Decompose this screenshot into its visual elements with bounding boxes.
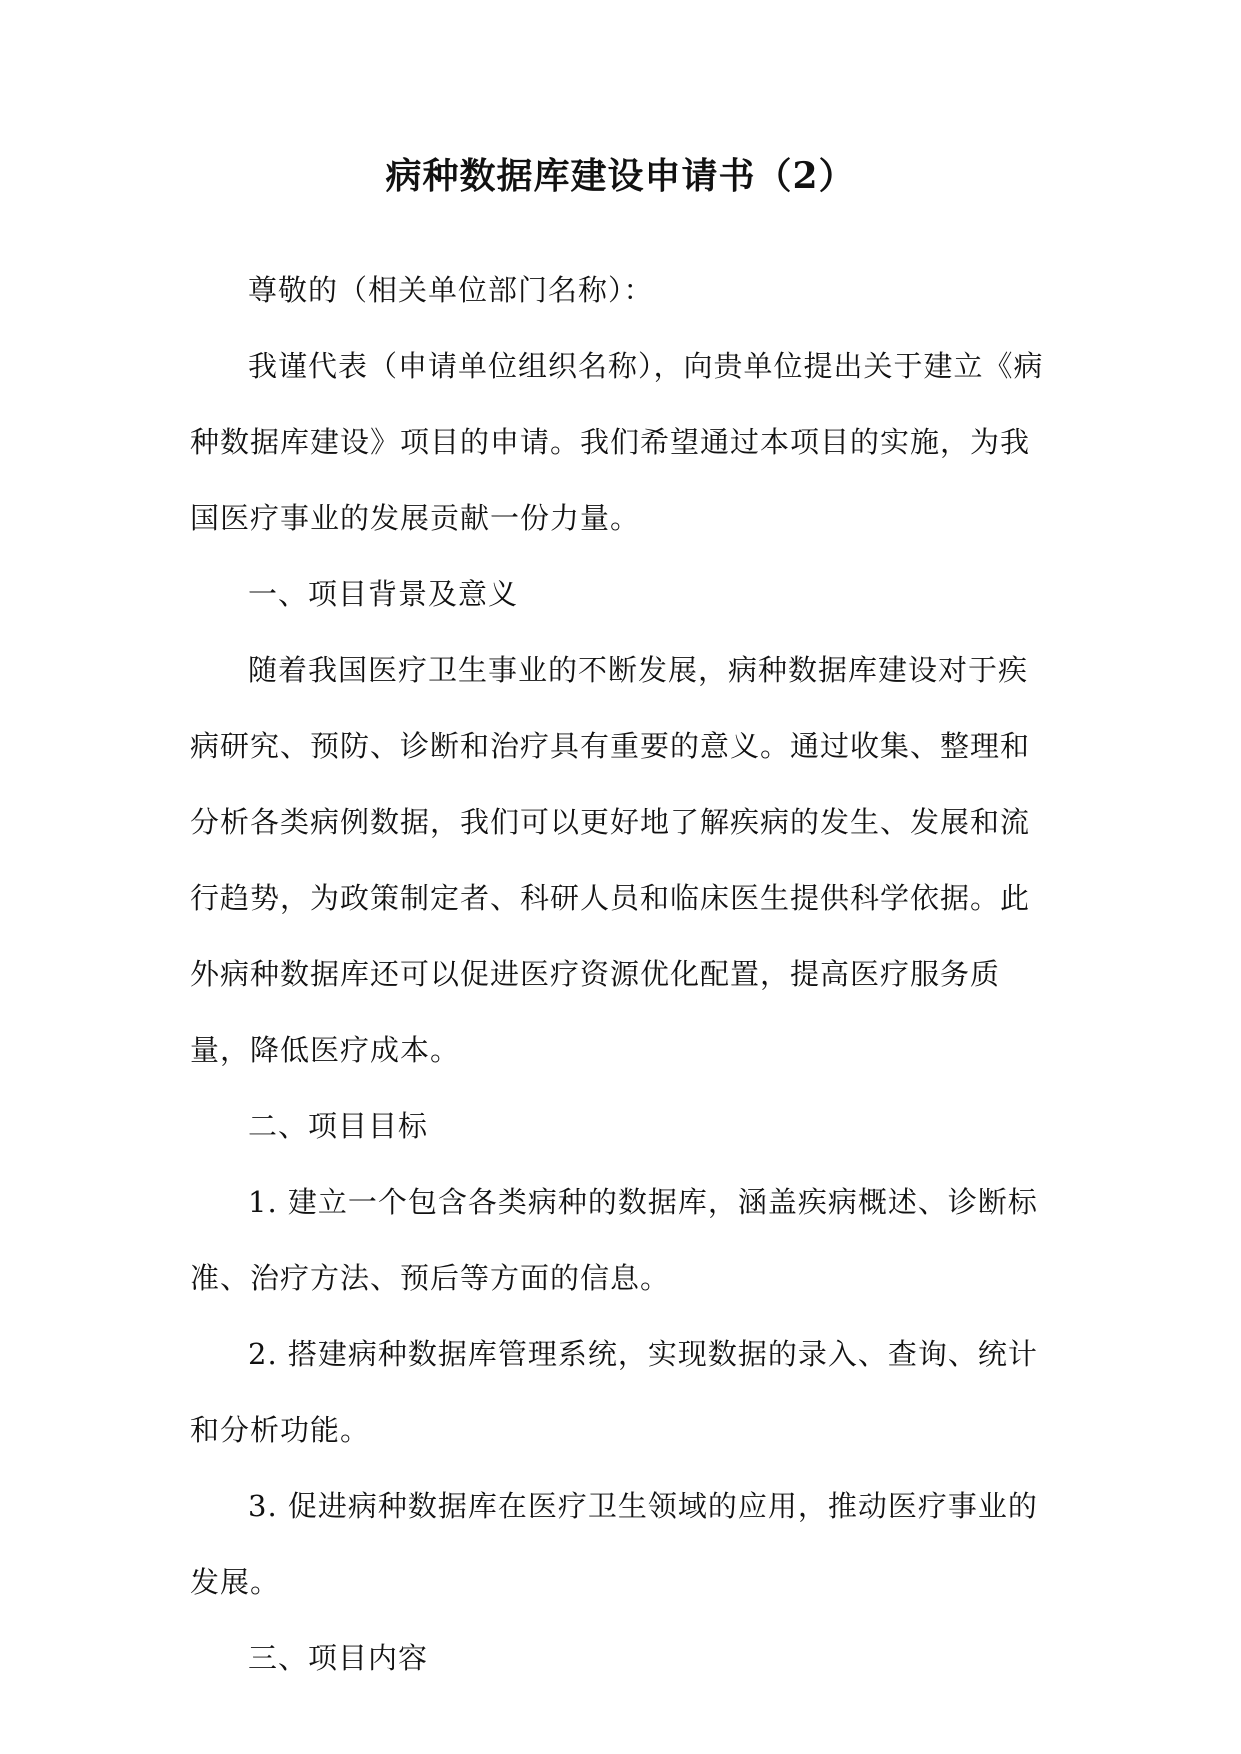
goal-item-3: 3. 促进病种数据库在医疗卫生领域的应用，推动医疗事业的发展。 xyxy=(190,1489,1038,1599)
document-body xyxy=(190,252,1052,1696)
document-title: 病种数据库建设申请书（2） xyxy=(385,155,856,197)
section-heading-background: 一、项目背景及意义 xyxy=(248,577,519,611)
intro-paragraph: 我谨代表（申请单位组织名称），向贵单位提出关于建立《病种数据库建设》项目的申请。我们希望通过本项目的实施，为我国医疗事业的发展贡献一份力量。 xyxy=(190,349,1044,535)
section-heading-content: 三、项目内容 xyxy=(248,1641,429,1675)
section-heading-goals: 二、项目目标 xyxy=(248,1109,429,1143)
goal-item-2: 2. 搭建病种数据库管理系统，实现数据的录入、查询、统计和分析功能。 xyxy=(190,1337,1038,1447)
background-paragraph: 随着我国医疗卫生事业的不断发展，病种数据库建设对于疾病研究、预防、诊断和治疗具有重要的意义。通过收集、整理和分析各类病例数据，我们可以更好地了解疾病的发生、发展和流行趋势，为政策制定者、科研人员和临床医生提供科学依据。此外病种数据库还可以促进医疗资源优化配置，提高医疗服务质量，降低医疗成本。 xyxy=(190,653,1031,1067)
salutation: 尊敬的（相关单位部门名称）： xyxy=(248,273,654,307)
goal-item-1: 1. 建立一个包含各类病种的数据库，涵盖疾病概述、诊断标准、治疗方法、预后等方面的信息。 xyxy=(190,1185,1038,1295)
